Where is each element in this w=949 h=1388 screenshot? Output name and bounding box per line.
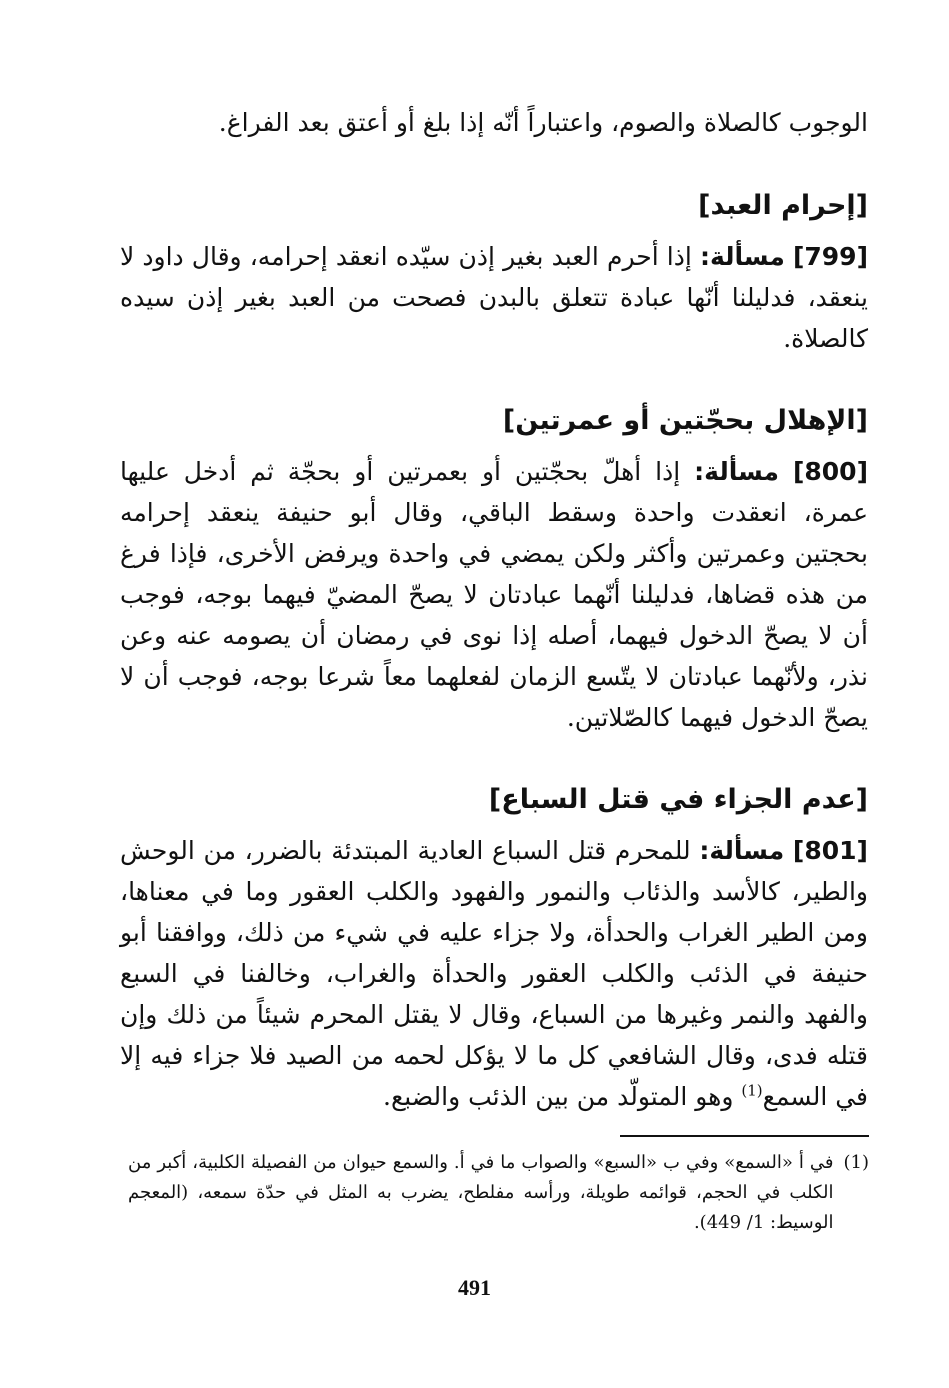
section-heading: [إحرام العبد]: [698, 190, 868, 221]
issue-text: إذا أحرم العبد بغير إذن سيّده انعقد إحرامه، وقال داود لا ينعقد، فدليلنا أنّها عبادة تتعلق بالبدن فصحت من العبد بغير إذن سيده كالصلاة.: [120, 242, 868, 353]
issue-label: مسألة:: [694, 457, 780, 486]
footnote-divider: [620, 1135, 869, 1137]
issue-label: مسألة:: [699, 242, 785, 271]
continuation-text: الوجوب كالصلاة والصوم، واعتباراً أنّه إذا بلغ أو أعتق بعد الفراغ.: [218, 108, 868, 137]
issue-text: للمحرم قتل السباع العادية المبتدئة بالضرر، من الوحش والطير، كالأسد والذئاب والنمور والفهود والكلب العقور وما في معناها، ومن الطير الغراب والحدأة، ولا جزاء عليه في شيء من ذلك، ووافقنا أبو حنيفة في الذئب والكلب العقور والحدأة والغراب، وخالفنا في السبع والفهد والنمر وغيرها من السباع، وقال لا يقتل المحرم شيئاً من ذلك وإن قتله فدى، وقال الشافعي كل ما لا يؤكل لحمه من الصيد فلا جزاء فيه إلا في السمع: [120, 836, 868, 1111]
section-801: [120, 776, 868, 1117]
section-800: [120, 397, 868, 738]
footnote-reference[interactable]: (1): [741, 1081, 763, 1100]
issue-paragraph: [120, 236, 868, 359]
issue-paragraph: [120, 451, 868, 738]
section-heading: [عدم الجزاء في قتل السباع]: [488, 784, 868, 815]
section-heading: [الإهلال بحجّتين أو عمرتين]: [502, 405, 868, 436]
issue-text-end: وهو المتولّد من بين الذئب والضبع.: [383, 1082, 742, 1111]
issue-number: [800]: [792, 457, 869, 486]
issue-label: مسألة:: [699, 836, 785, 865]
footnote-marker: (1): [843, 1152, 869, 1173]
section-799: [120, 182, 868, 359]
issue-text: إذا أهلّ بحجّتين أو بعمرتين أو بحجّة ثم أدخل عليها عمرة، انعقدت واحدة وسقط الباقي، وقال أبو حنيفة ينعقد إحرامه بحجتين وعمرتين وأكثر ولكن يمضي في واحدة ويرفض الأخرى، فإذا فرغ من هذه قضاها، فدليلنا أنّهما عبادتان لا يصحّ المضيّ فيهما بوجه، فوجب أن لا يصحّ الدخول فيهما، أصله إذا نوى في رمضان أن يصومه عنه وعن نذر، ولأنّهما عبادتان لا يتّسع الزمان لفعلهما معاً شرعا بوجه، فوجب أن لا يصحّ الدخول فيهما كالصّلاتين.: [120, 457, 868, 732]
footnote: [128, 1148, 869, 1238]
issue-number: [799]: [792, 242, 868, 271]
issue-number: [801]: [792, 836, 868, 865]
page-number: 491: [458, 1275, 491, 1300]
issue-paragraph: [120, 830, 868, 1117]
footnote-text: في أ «السمع» وفي ب «السبع» والصواب ما في أ. والسمع حيوان من الفصيلة الكلبية، أكبر من الكلب في الحجم، قوائمه طويلة، ورأسه مفلطح، يضرب به المثل في حدّة سمعه، (المعجم الوسيط: 1/ 449).: [128, 1152, 834, 1233]
page-body: [120, 100, 868, 1117]
